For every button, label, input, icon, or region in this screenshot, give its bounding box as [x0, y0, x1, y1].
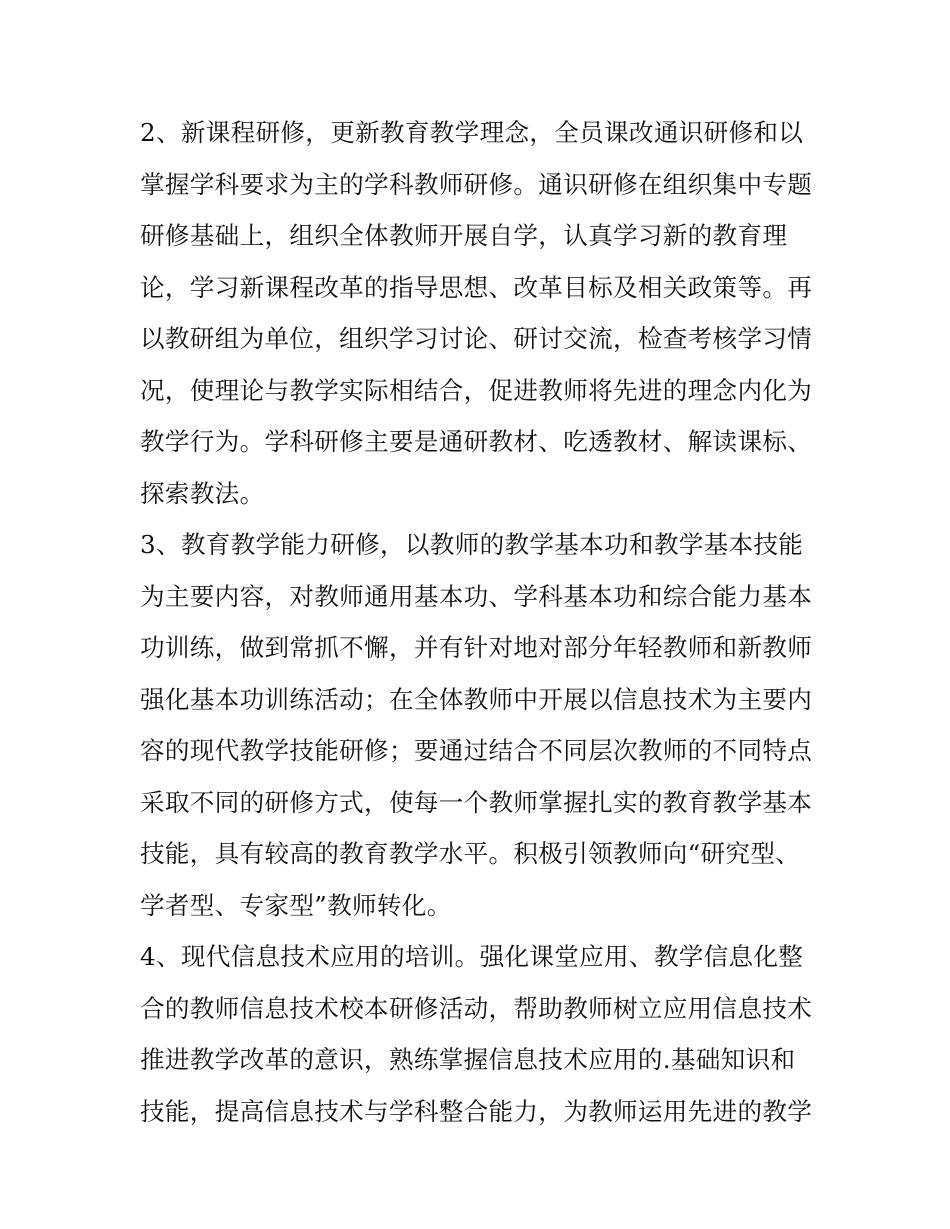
- text-line: 为主要内容，对教师通用基本功、学科基本功和综合能力基本: [140, 581, 813, 611]
- text-line: 以教研组为单位，组织学习讨论、研讨交流，检查考核学习情: [140, 324, 813, 353]
- text-line: 4、现代信息技术应用的培训。强化课堂应用、教学信息化整: [140, 942, 804, 971]
- text-line: 3、教育教学能力研修，以教师的教学基本功和教学基本技能: [140, 530, 804, 559]
- text-line: 容的现代教学技能研修；要通过结合不同层次教师的不同特点: [140, 736, 813, 765]
- text-line: 功训练，做到常抓不懈，并有针对地对部分年轻教师和新教师: [140, 633, 813, 662]
- text-line: 掌握学科要求为主的学科教师研修。通识研修在组织集中专题: [140, 169, 813, 199]
- text-line: 技能，提高信息技术与学科整合能力，为教师运用先进的教学: [140, 1096, 813, 1126]
- text-line: 学者型、专家型”教师转化。: [140, 890, 452, 920]
- text-line: 教学行为。学科研修主要是通研教材、吃透教材、解读课标、: [140, 427, 813, 456]
- text-line: 2、新课程研修，更新教育教学理念，全员课改通识研修和以: [140, 118, 804, 147]
- text-line: 强化基本功训练活动；在全体教师中开展以信息技术为主要内: [140, 684, 813, 714]
- text-line: 论，学习新课程改革的指导思想、改革目标及相关政策等。再: [140, 272, 813, 302]
- text-line: 研修基础上，组织全体教师开展自学，认真学习新的教育理: [140, 221, 788, 250]
- text-line: 推进教学改革的意识，熟练掌握信息技术应用的.基础知识和: [140, 1045, 796, 1074]
- text-line: 技能，具有较高的教育教学水平。积极引领教师向“研究型、: [140, 839, 801, 868]
- text-line: 合的教师信息技术校本研修活动，帮助教师树立应用信息技术: [140, 993, 813, 1023]
- text-line: 采取不同的研修方式，使每一个教师掌握扎实的教育教学基本: [140, 787, 813, 817]
- text-line: 探索教法。: [140, 478, 265, 508]
- body-text: [140, 107, 820, 1137]
- text-line: 况，使理论与教学实际相结合，促进教师将先进的理念内化为: [140, 375, 813, 405]
